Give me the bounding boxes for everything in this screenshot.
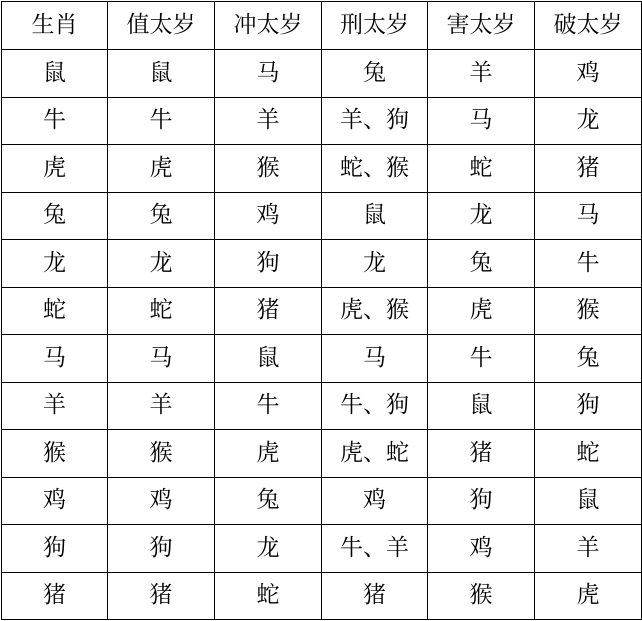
cell-xing-taisui: 鸡 — [322, 477, 428, 525]
cell-hai-taisui: 狗 — [428, 477, 535, 525]
table-row — [2, 97, 642, 145]
cell-po-taisui: 虎 — [535, 572, 642, 620]
cell-hai-taisui: 鸡 — [428, 525, 535, 573]
cell-hai-taisui: 猴 — [428, 572, 535, 620]
table-row — [2, 192, 642, 240]
cell-xing-taisui: 羊、狗 — [322, 97, 428, 145]
header-hai-taisui: 害太岁 — [428, 2, 535, 50]
cell-hai-taisui: 羊 — [428, 50, 535, 98]
cell-po-taisui: 猴 — [535, 287, 642, 335]
cell-po-taisui: 羊 — [535, 525, 642, 573]
header-xing-taisui: 刑太岁 — [322, 2, 428, 50]
cell-hai-taisui: 鼠 — [428, 382, 535, 430]
cell-zodiac: 猴 — [2, 430, 108, 478]
header-zodiac: 生肖 — [2, 2, 108, 50]
cell-chong-taisui: 羊 — [215, 97, 322, 145]
cell-zodiac: 虎 — [2, 145, 108, 193]
cell-xing-taisui: 虎、蛇 — [322, 430, 428, 478]
cell-zodiac: 羊 — [2, 382, 108, 430]
header-po-taisui: 破太岁 — [535, 2, 642, 50]
table-row — [2, 240, 642, 288]
table-row — [2, 287, 642, 335]
cell-zhi-taisui: 猪 — [108, 572, 215, 620]
cell-zodiac: 龙 — [2, 240, 108, 288]
table-row — [2, 430, 642, 478]
cell-zhi-taisui: 羊 — [108, 382, 215, 430]
cell-chong-taisui: 猴 — [215, 145, 322, 193]
cell-po-taisui: 蛇 — [535, 430, 642, 478]
cell-po-taisui: 鼠 — [535, 477, 642, 525]
cell-chong-taisui: 牛 — [215, 382, 322, 430]
cell-hai-taisui: 虎 — [428, 287, 535, 335]
table-row — [2, 382, 642, 430]
cell-zhi-taisui: 马 — [108, 335, 215, 383]
cell-chong-taisui: 蛇 — [215, 572, 322, 620]
cell-xing-taisui: 虎、猴 — [322, 287, 428, 335]
cell-chong-taisui: 兔 — [215, 477, 322, 525]
table-header — [2, 2, 642, 50]
cell-hai-taisui: 猪 — [428, 430, 535, 478]
cell-po-taisui: 猪 — [535, 145, 642, 193]
cell-xing-taisui: 蛇、猴 — [322, 145, 428, 193]
cell-zodiac: 马 — [2, 335, 108, 383]
cell-zodiac: 鼠 — [2, 50, 108, 98]
cell-po-taisui: 马 — [535, 192, 642, 240]
table-body — [2, 50, 642, 620]
cell-xing-taisui: 牛、羊 — [322, 525, 428, 573]
taisui-table — [1, 1, 642, 620]
table-row — [2, 477, 642, 525]
cell-zhi-taisui: 猴 — [108, 430, 215, 478]
cell-xing-taisui: 牛、狗 — [322, 382, 428, 430]
table-row — [2, 525, 642, 573]
cell-zodiac: 猪 — [2, 572, 108, 620]
cell-zhi-taisui: 牛 — [108, 97, 215, 145]
table-row — [2, 50, 642, 98]
cell-zhi-taisui: 狗 — [108, 525, 215, 573]
cell-po-taisui: 龙 — [535, 97, 642, 145]
cell-xing-taisui: 猪 — [322, 572, 428, 620]
cell-zhi-taisui: 鼠 — [108, 50, 215, 98]
cell-po-taisui: 狗 — [535, 382, 642, 430]
cell-zodiac: 牛 — [2, 97, 108, 145]
cell-xing-taisui: 鼠 — [322, 192, 428, 240]
cell-hai-taisui: 龙 — [428, 192, 535, 240]
cell-xing-taisui: 马 — [322, 335, 428, 383]
cell-zodiac: 兔 — [2, 192, 108, 240]
cell-hai-taisui: 马 — [428, 97, 535, 145]
cell-chong-taisui: 鼠 — [215, 335, 322, 383]
table-row — [2, 335, 642, 383]
header-row — [2, 2, 642, 50]
cell-xing-taisui: 兔 — [322, 50, 428, 98]
cell-zhi-taisui: 蛇 — [108, 287, 215, 335]
cell-chong-taisui: 虎 — [215, 430, 322, 478]
cell-zodiac: 蛇 — [2, 287, 108, 335]
cell-chong-taisui: 龙 — [215, 525, 322, 573]
cell-hai-taisui: 牛 — [428, 335, 535, 383]
header-zhi-taisui: 值太岁 — [108, 2, 215, 50]
cell-hai-taisui: 兔 — [428, 240, 535, 288]
cell-zodiac: 鸡 — [2, 477, 108, 525]
cell-zodiac: 狗 — [2, 525, 108, 573]
cell-zhi-taisui: 鸡 — [108, 477, 215, 525]
table-row — [2, 572, 642, 620]
cell-po-taisui: 鸡 — [535, 50, 642, 98]
cell-hai-taisui: 蛇 — [428, 145, 535, 193]
cell-xing-taisui: 龙 — [322, 240, 428, 288]
cell-zhi-taisui: 兔 — [108, 192, 215, 240]
cell-po-taisui: 兔 — [535, 335, 642, 383]
cell-chong-taisui: 猪 — [215, 287, 322, 335]
cell-zhi-taisui: 虎 — [108, 145, 215, 193]
header-chong-taisui: 冲太岁 — [215, 2, 322, 50]
cell-po-taisui: 牛 — [535, 240, 642, 288]
cell-chong-taisui: 马 — [215, 50, 322, 98]
table-row — [2, 145, 642, 193]
cell-zhi-taisui: 龙 — [108, 240, 215, 288]
cell-chong-taisui: 狗 — [215, 240, 322, 288]
cell-chong-taisui: 鸡 — [215, 192, 322, 240]
